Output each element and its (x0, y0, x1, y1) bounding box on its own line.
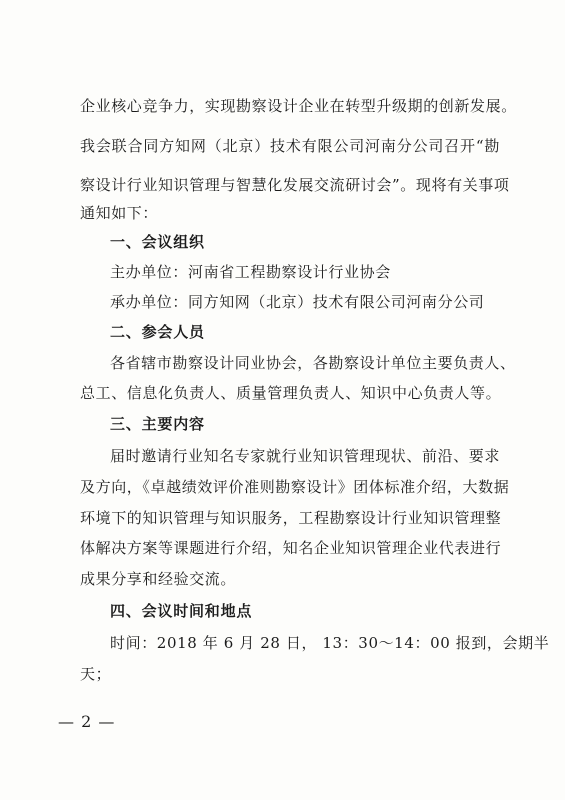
section-heading-time-place: 四、会议时间和地点 (110, 602, 253, 620)
paragraph-line: 察设计行业知识管理与智慧化发展交流研讨会”。现将有关事项 (80, 176, 510, 194)
time-line-cont: 天； (80, 665, 112, 683)
content-line: 及方向，《卓越绩效评价准则勘察设计》团体标准介绍，大数据 (80, 478, 510, 496)
content-line: 届时邀请行业知名专家就行业知识管理现状、前沿、要求 (110, 447, 501, 465)
page-number: — 2 — (58, 712, 116, 731)
content-line: 环境下的知识管理与知识服务，工程勘察设计行业知识管理整 (80, 509, 502, 527)
time-line: 时间：2018 年 6 月 28 日， 13：30～14：00 报到，会期半 (110, 634, 550, 652)
content-line: 体解决方案等课题进行介绍，知名企业知识管理企业代表进行 (80, 539, 502, 557)
section-heading-organization: 一、会议组织 (110, 233, 205, 251)
host-unit: 主办单位：河南省工程勘察设计行业协会 (110, 263, 391, 281)
content-line: 成果分享和经验交流。 (80, 570, 237, 588)
section-heading-content: 三、主要内容 (110, 415, 205, 433)
paragraph-line: 我会联合同方知网（北京）技术有限公司河南分公司召开“勘 (80, 137, 500, 155)
paragraph-line: 通知如下： (80, 204, 159, 222)
attendees-line: 各省辖市勘察设计同业协会，各勘察设计单位主要负责人、 (110, 354, 516, 372)
paragraph-line: 企业核心竞争力，实现勘察设计企业在转型升级期的创新发展。 (80, 97, 517, 115)
attendees-line: 总工、信息化负责人、质量管理负责人、知识中心负责人等。 (80, 384, 502, 402)
organizer-unit: 承办单位：同方知网（北京）技术有限公司河南分公司 (110, 293, 485, 311)
section-heading-attendees: 二、参会人员 (110, 323, 205, 341)
